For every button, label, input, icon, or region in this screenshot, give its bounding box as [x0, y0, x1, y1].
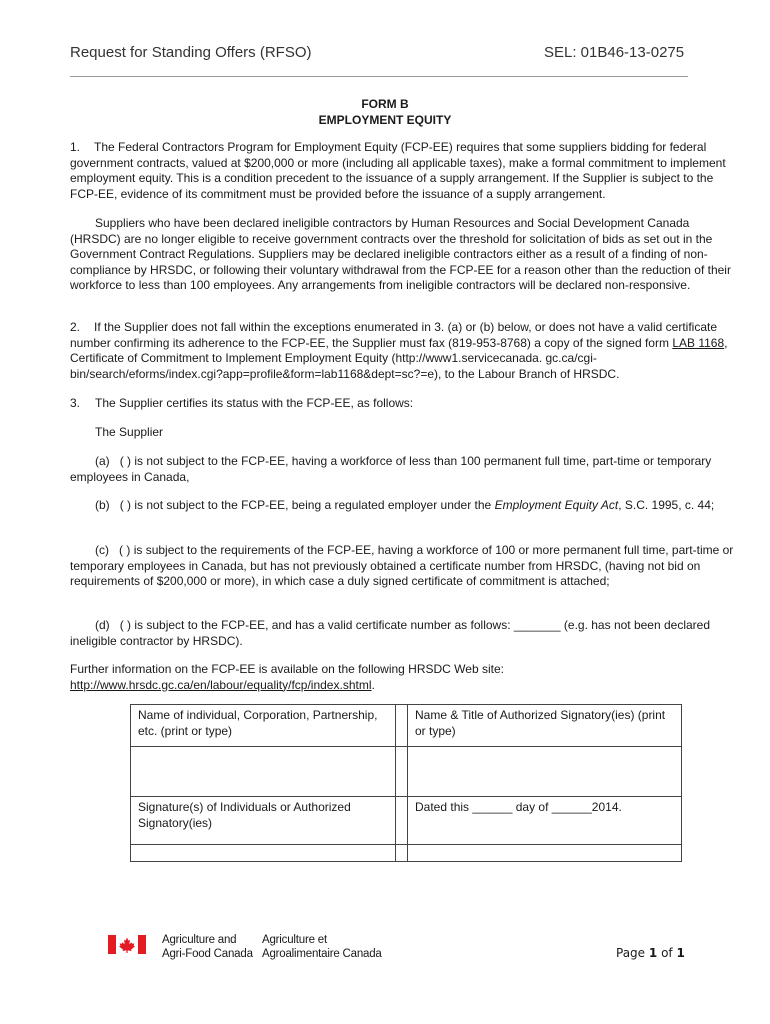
option-b: [70, 498, 742, 514]
table-spacer: [396, 705, 408, 747]
header-reference: SEL: 01B46-13-0275: [544, 44, 685, 61]
option-d-text: is subject to the FCP-EE, and has a valid certificate number as follows: _______ (e.g. has not been declared ineligible contractor by HRSDC).: [70, 618, 711, 648]
option-a-label: (a): [95, 454, 110, 468]
further-info: Further information on the FCP-EE is available on the following HRSDC Web site: http://www.hrsdc.gc.ca/en/labour/equality/fcp/index.shtml.: [70, 662, 504, 692]
option-b-text-b: , S.C. 1995, c. 44;: [618, 498, 715, 512]
signature-table: [130, 704, 682, 862]
option-d: [70, 618, 742, 649]
section-1: [70, 140, 742, 202]
section-3: [70, 396, 742, 412]
name-label-cell: [131, 705, 396, 747]
lab-1168-link[interactable]: LAB 1168: [672, 335, 725, 350]
logo-english-line-1: Agriculture and: [162, 934, 237, 946]
option-c: [70, 543, 742, 590]
section-1-paragraph-2: Suppliers who have been declared ineligible contractors by Human Resources and Social Development Canada (HRSDC) are no longer eligible to receive government contracts over the threshold for solicitation of bids as set out in the Government Contract Regulations. Suppliers may be declared ineligible contractors either as a result of a finding of non-compliance by HRSDC, or following their voluntary withdrawal from the FCP-EE for a reason other than the reduction of their workforce to less than 100 employees. Any arrangements from ineligible contractors will be declared non-responsive.: [70, 216, 731, 292]
option-b-label: (b): [95, 498, 110, 512]
logo-english-line-2: Agri-Food Canada: [162, 948, 253, 960]
option-a: [70, 454, 742, 485]
option-b-text-a: is not subject to the FCP-EE, being a regulated employer under the: [134, 498, 495, 512]
option-c-text: is subject to the requirements of the FCP-EE, having a workforce of 100 or more permanent full time, part-time or temporary employees in Canada, but has not previously obtained a certificate number from HRSDC, (having not bid on requirements of $200,000 or more), in which case a duly signed certificate of commitment is attached;: [70, 543, 734, 588]
option-b-checkbox[interactable]: ( ): [119, 498, 132, 512]
option-d-label: (d): [95, 618, 110, 632]
section-2-text-a: If the Supplier does not fall within the exceptions enumerated in 3. (a) or (b) below, or does not have a valid certificate number confirming its adherence to the FCP-EE, the Supplier must fax (819-953-8768) a copy of the signed form: [70, 320, 718, 350]
title-label: Name & Title of Authorized Signatory(ies) (print or type): [415, 708, 666, 738]
option-a-text: is not subject to the FCP-EE, having a workforce of less than 100 permanent full time, part-time or temporary employees in Canada,: [70, 454, 712, 484]
logo-english: [162, 933, 253, 961]
logo-french-line-1: Agriculture et: [262, 934, 327, 946]
signature-label: Signature(s) of Individuals or Authorized Signatory(ies): [138, 800, 351, 830]
name-label: Name of individual, Corporation, Partnership, etc. (print or type): [138, 708, 378, 738]
option-c-checkbox[interactable]: ( ): [119, 543, 131, 557]
option-a-checkbox[interactable]: ( ): [119, 454, 132, 468]
date-field[interactable]: [408, 845, 682, 862]
section-1-text: The Federal Contractors Program for Employment Equity (FCP-EE) requires that some suppliers bidding for federal government contracts, valued at $200,000 or more (including all applicable taxes), make a formal commitment to implement employment equity. This is a condition precedent to the issuance of a supply arrangement. If the Supplier is subject to the FCP-EE, evidence of its commitment must be provided before the issuance of a supply arrangement.: [70, 140, 726, 201]
hrsdc-link[interactable]: http://www.hrsdc.gc.ca/en/labour/equality/fcp/index.shtml: [70, 677, 372, 692]
signature-label-cell: [131, 797, 396, 845]
section-3-number: 3.: [70, 396, 81, 410]
logo-french-line-2: Agroalimentaire Canada: [262, 948, 382, 960]
header-divider: [70, 76, 688, 77]
section-3-text: The Supplier certifies its status with the FCP-EE, as follows:: [95, 396, 414, 410]
section-3-lead: The Supplier: [95, 425, 164, 439]
option-d-checkbox[interactable]: ( ): [119, 618, 132, 632]
form-subtitle: EMPLOYMENT EQUITY: [318, 113, 452, 127]
section-2-text-b: , Certificate of Commitment to Implement Employment Equity (http://www1.servicecanada. gc.ca/cgi-bin/search/eforms/index.cgi?app=profile&form=lab1168&dept=sc?=e), to the Labour Branch of HRSDC.: [70, 335, 728, 381]
page-total: 1: [676, 946, 685, 960]
page-current: 1: [648, 946, 658, 960]
header-title: Request for Standing Offers (RFSO): [70, 44, 312, 61]
option-c-label: (c): [95, 543, 109, 557]
option-b-act: Employment Equity Act: [494, 498, 619, 512]
further-info-text: Further information on the FCP-EE is available on the following HRSDC Web site:: [70, 662, 504, 676]
dated-label: Dated this ______ day of ______2014.: [415, 800, 622, 814]
section-2: [70, 320, 742, 382]
name-field[interactable]: [131, 747, 396, 797]
page-word: Page: [616, 946, 646, 960]
logo-french: [262, 933, 382, 961]
dated-label-cell: [408, 797, 682, 845]
title-label-cell: [408, 705, 682, 747]
form-title: FORM B: [361, 97, 409, 111]
table-spacer: [396, 797, 408, 845]
section-2-number: 2.: [70, 320, 81, 334]
section-1-number: 1.: [70, 140, 81, 154]
table-spacer: [396, 747, 408, 797]
canada-flag-icon: [108, 935, 146, 954]
title-field[interactable]: [408, 747, 682, 797]
page-number: [616, 946, 685, 960]
page-of: of: [661, 946, 673, 960]
signature-field[interactable]: [131, 845, 396, 862]
table-spacer: [396, 845, 408, 862]
